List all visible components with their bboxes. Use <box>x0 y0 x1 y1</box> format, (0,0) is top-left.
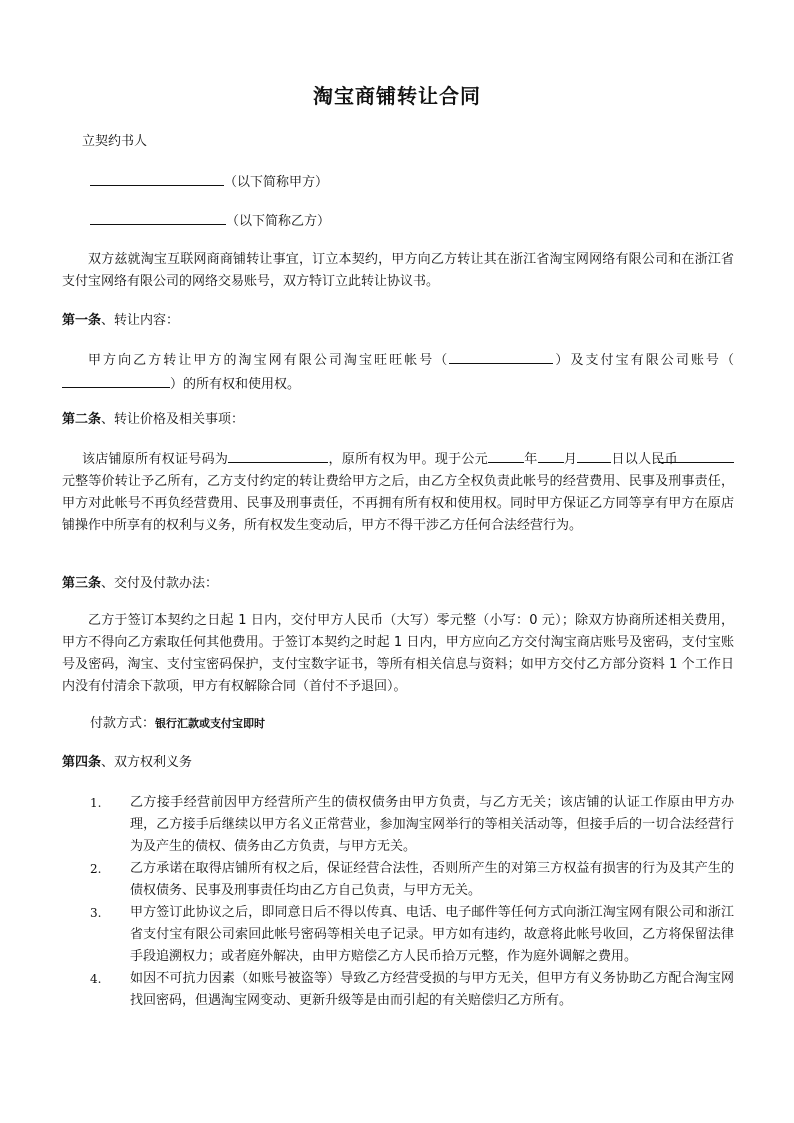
article1-number: 第一条 <box>62 313 102 328</box>
article1-text-b: ）及支付宝有限公司账号（ <box>553 353 734 368</box>
article3-number: 第三条 <box>62 576 102 591</box>
list-item <box>90 858 734 902</box>
article1-text-a: 甲方向乙方转让甲方的淘宝网有限公司淘宝旺旺帐号（ <box>88 353 450 368</box>
payment-method-value: 银行汇款或支付宝即时 <box>155 717 266 730</box>
party-b-blank[interactable] <box>90 209 226 225</box>
payment-method-label: 付款方式： <box>90 716 156 731</box>
day-blank[interactable] <box>577 447 611 463</box>
article4-list <box>90 792 734 1012</box>
payment-method-line <box>90 713 265 735</box>
list-item-number: 2. <box>90 862 102 876</box>
list-item-text: 乙方接手经营前因甲方经营所产生的债权债务由甲方负责，与乙方无关；该店铺的认证工作原由甲方办理，乙方接手后继续以甲方名义正常营业，参加淘宝网举行的等相关活动等，但接手后的一切合法经营行为及产生的债权、债务由乙方负责，与甲方无关。 <box>130 795 734 854</box>
list-item-text: 甲方签订此协议之后，即同意日后不得以传真、电话、电子邮件等任何方式向浙江淘宝网有限公司和浙江省支付宝有限公司索回此帐号密码等相关电子记录。甲方如有违约，故意将此帐号收回，乙方将保留法律手段追溯权力；或者庭外解决，由甲方赔偿乙方人民币拾万元整，作为庭外调解之费用。 <box>130 905 734 964</box>
article3-heading <box>62 573 218 595</box>
ownership-cert-blank[interactable] <box>228 447 328 463</box>
article2-title: 、转让价格及相关事项： <box>101 412 245 427</box>
amount-blank[interactable] <box>658 447 734 463</box>
article2-text-4: 月 <box>563 452 578 467</box>
article2-heading <box>62 409 244 431</box>
article4-number: 第四条 <box>62 755 102 770</box>
alipay-account-blank[interactable] <box>62 372 170 388</box>
intro-paragraph: 双方兹就淘宝互联网商商铺转让事宜，订立本契约，甲方向乙方转让其在浙江省淘宝网网络有限公司和在浙江省支付宝网络有限公司的网络交易账号，双方特订立此转让协议书。 <box>62 252 734 289</box>
article2-text-6: 元整等价转让予乙所有，乙方支付约定的转让费给甲方之后，由乙方全权负责此帐号的经营费用、民事及刑事责任，甲方对此帐号不再负经营费用、民事及刑事责任，不再拥有所有权和使用权。同时甲方保证乙方同等享有甲方在原店铺操作中所享有的权利与义务，所有权发生变动后，甲方不得干涉乙方任何合法经营行为。 <box>62 474 734 533</box>
party-a-suffix: （以下简称甲方） <box>224 175 329 190</box>
party-b-suffix: （以下简称乙方） <box>226 214 331 229</box>
wangwang-account-blank[interactable] <box>449 348 553 364</box>
list-item <box>90 968 734 1012</box>
article1-paragraph <box>62 348 734 396</box>
article1-title: 、转让内容： <box>101 313 180 328</box>
list-item-text: 如因不可抗力因素（如账号被盗等）导致乙方经营受损的与甲方无关，但甲方有义务协助乙方配合淘宝网找回密码，但遇淘宝网变动、更新升级等是由而引起的有关赔偿归乙方所有。 <box>130 971 734 1008</box>
article3-paragraph: 乙方于签订本契约之日起 1 日内，交付甲方人民币（大写）零元整（小写：0 元）；除双方协商所述相关费用，甲方不得向乙方索取任何其他费用。于签订本契约之时起 1 日内，甲方应向乙方交付淘宝商店账号及密码，支付宝账号及密码，淘宝、支付宝密码保护，支付宝数字证书，等所有相关信息与资料；如甲方交付乙方部分资料 1 个工作日内没有付清余下款项，甲方有权解除合同（首付不予退回）。 <box>62 613 734 694</box>
party-a-line <box>90 170 328 194</box>
article4-title: 、双方权利义务 <box>101 755 193 770</box>
list-item-number: 4. <box>90 972 102 986</box>
party-a-blank[interactable] <box>90 170 224 186</box>
article1-text-c: ）的所有权和使用权。 <box>170 377 301 392</box>
list-item-number: 3. <box>90 906 102 920</box>
article2-number: 第二条 <box>62 412 102 427</box>
list-item <box>90 792 734 858</box>
list-item-number: 1. <box>90 796 102 810</box>
signatory-label: 立契约书人 <box>82 134 148 149</box>
article2-text-1: 该店铺原所有权证号码为 <box>82 452 229 467</box>
article2-text-5: 日以人民币 <box>611 452 678 467</box>
article2-paragraph <box>62 447 734 537</box>
list-item-text: 乙方承诺在取得店铺所有权之后，保证经营合法性，否则所产生的对第三方权益有损害的行为及其产生的债权债务、民事及刑事责任均由乙方自己负责，与甲方无关。 <box>130 861 734 898</box>
year-blank[interactable] <box>488 447 524 463</box>
contract-title: 淘宝商铺转让合同 <box>313 84 481 108</box>
article2-text-2: ，原所有权为甲。现于公元 <box>328 452 489 467</box>
article4-heading <box>62 752 192 774</box>
article1-heading <box>62 310 179 332</box>
party-b-line <box>90 209 330 233</box>
list-item <box>90 902 734 968</box>
article3-title: 、交付及付款办法： <box>101 576 219 591</box>
month-blank[interactable] <box>538 447 564 463</box>
article2-text-3: 年 <box>524 452 538 467</box>
